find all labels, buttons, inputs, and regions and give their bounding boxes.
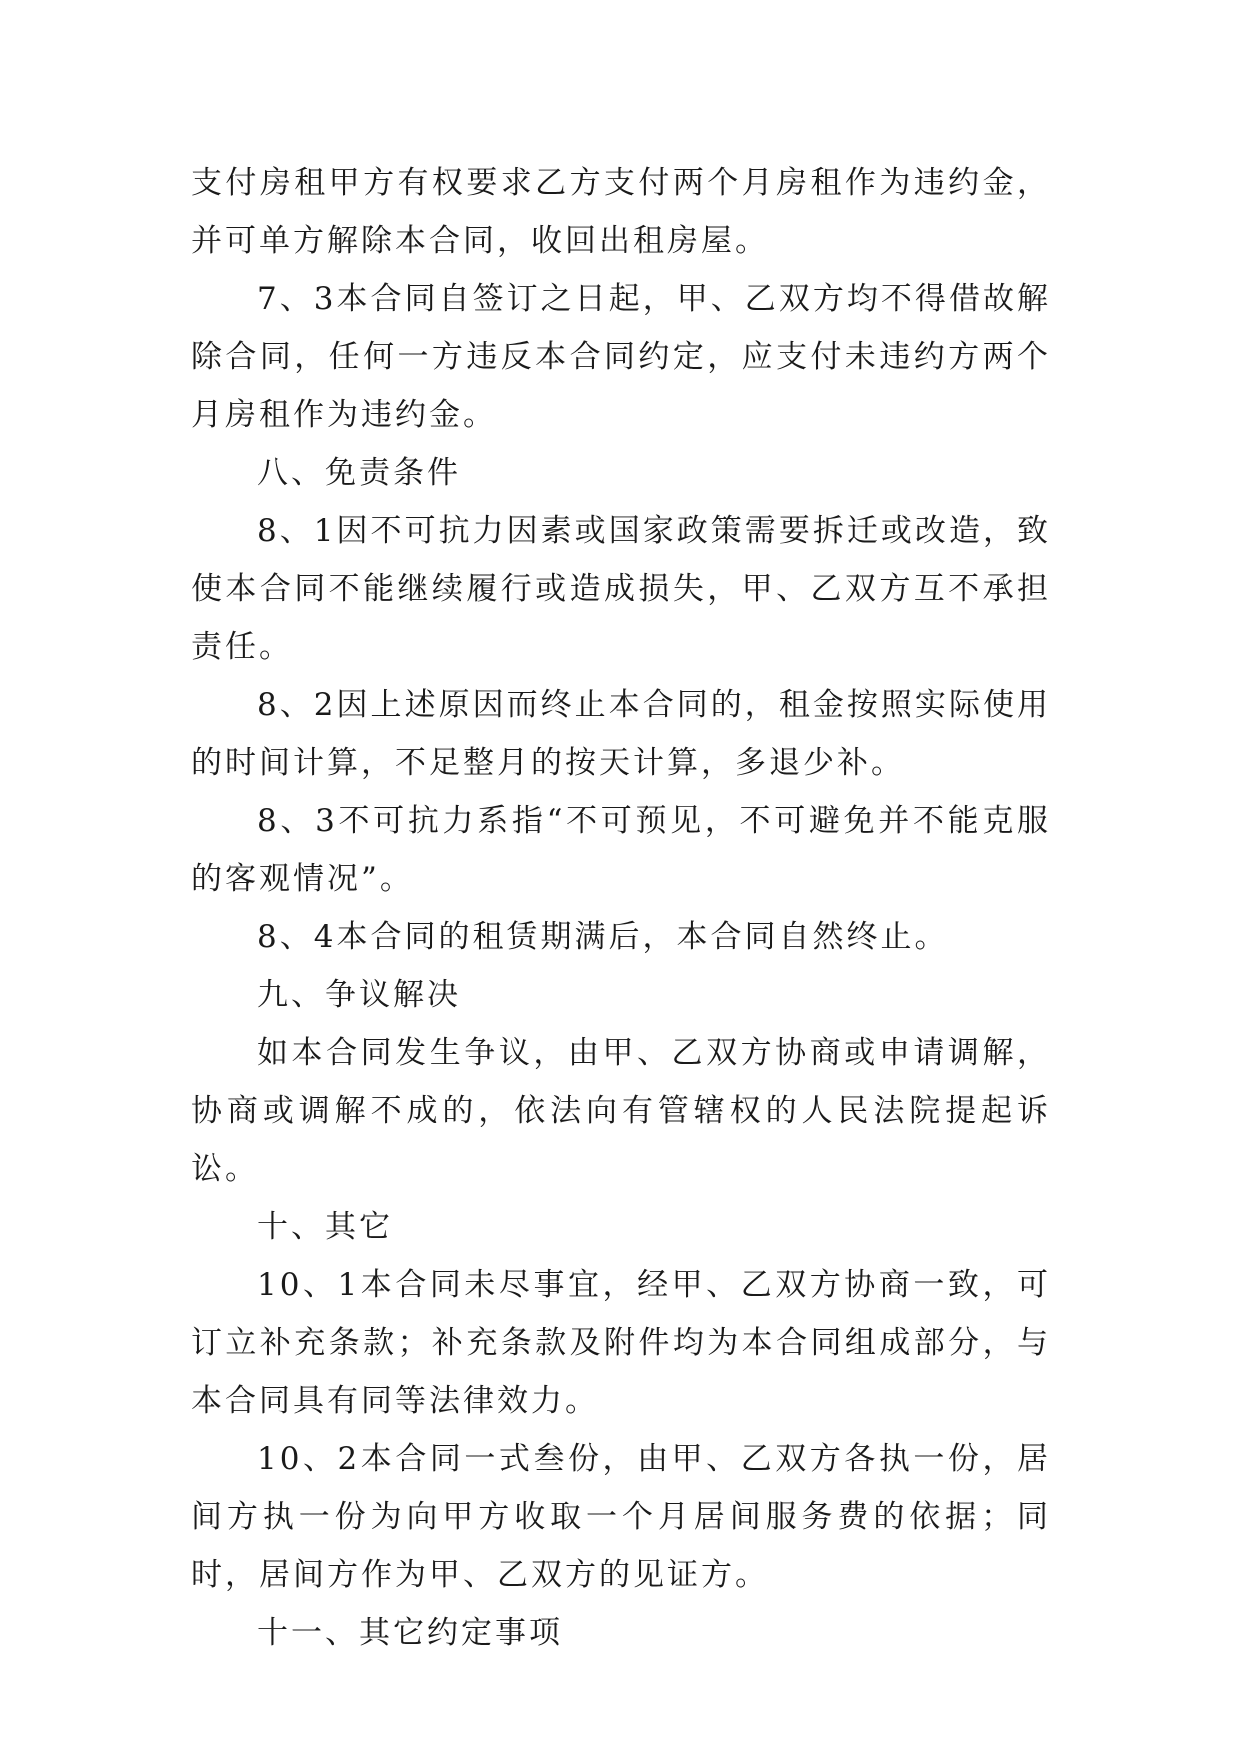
section-heading-11: 十一、其它约定事项 (257, 1615, 563, 1651)
paragraph-continued-penalty: 支付房租甲方有权要求乙方支付两个月房租作为违约金，并可单方解除本合同，收回出租房屋。 (191, 165, 1051, 259)
section-heading-10: 十、其它 (257, 1209, 393, 1245)
paragraph-8-2: 8、2因上述原因而终止本合同的，租金按照实际使用的时间计算，不足整月的按天计算，多退少补。 (191, 687, 1051, 781)
paragraph-8-4: 8、4本合同的租赁期满后，本合同自然终止。 (257, 919, 949, 955)
section-heading-9: 九、争议解决 (257, 977, 461, 1013)
paragraph-9-body: 如本合同发生争议，由甲、乙双方协商或申请调解，协商或调解不成的，依法向有管辖权的人民法院提起诉讼。 (191, 1035, 1051, 1187)
paragraph-8-3: 8、3不可抗力系指“不可预见，不可避免并不能克服的客观情况”。 (191, 803, 1051, 897)
paragraph-10-2: 10、2本合同一式叁份，由甲、乙双方各执一份，居间方执一份为向甲方收取一个月居间服务费的依据；同时，居间方作为甲、乙双方的见证方。 (191, 1441, 1051, 1593)
paragraph-10-1: 10、1本合同未尽事宜，经甲、乙双方协商一致，可订立补充条款；补充条款及附件均为本合同组成部分，与本合同具有同等法律效力。 (191, 1267, 1051, 1419)
section-heading-8: 八、免责条件 (257, 455, 461, 491)
paragraph-7-3: 7、3本合同自签订之日起，甲、乙双方均不得借故解除合同，任何一方违反本合同约定，应支付未违约方两个月房租作为违约金。 (191, 281, 1051, 433)
contract-page-body (191, 154, 1051, 1662)
paragraph-8-1: 8、1因不可抗力因素或国家政策需要拆迁或改造，致使本合同不能继续履行或造成损失，甲、乙双方互不承担责任。 (191, 513, 1051, 665)
